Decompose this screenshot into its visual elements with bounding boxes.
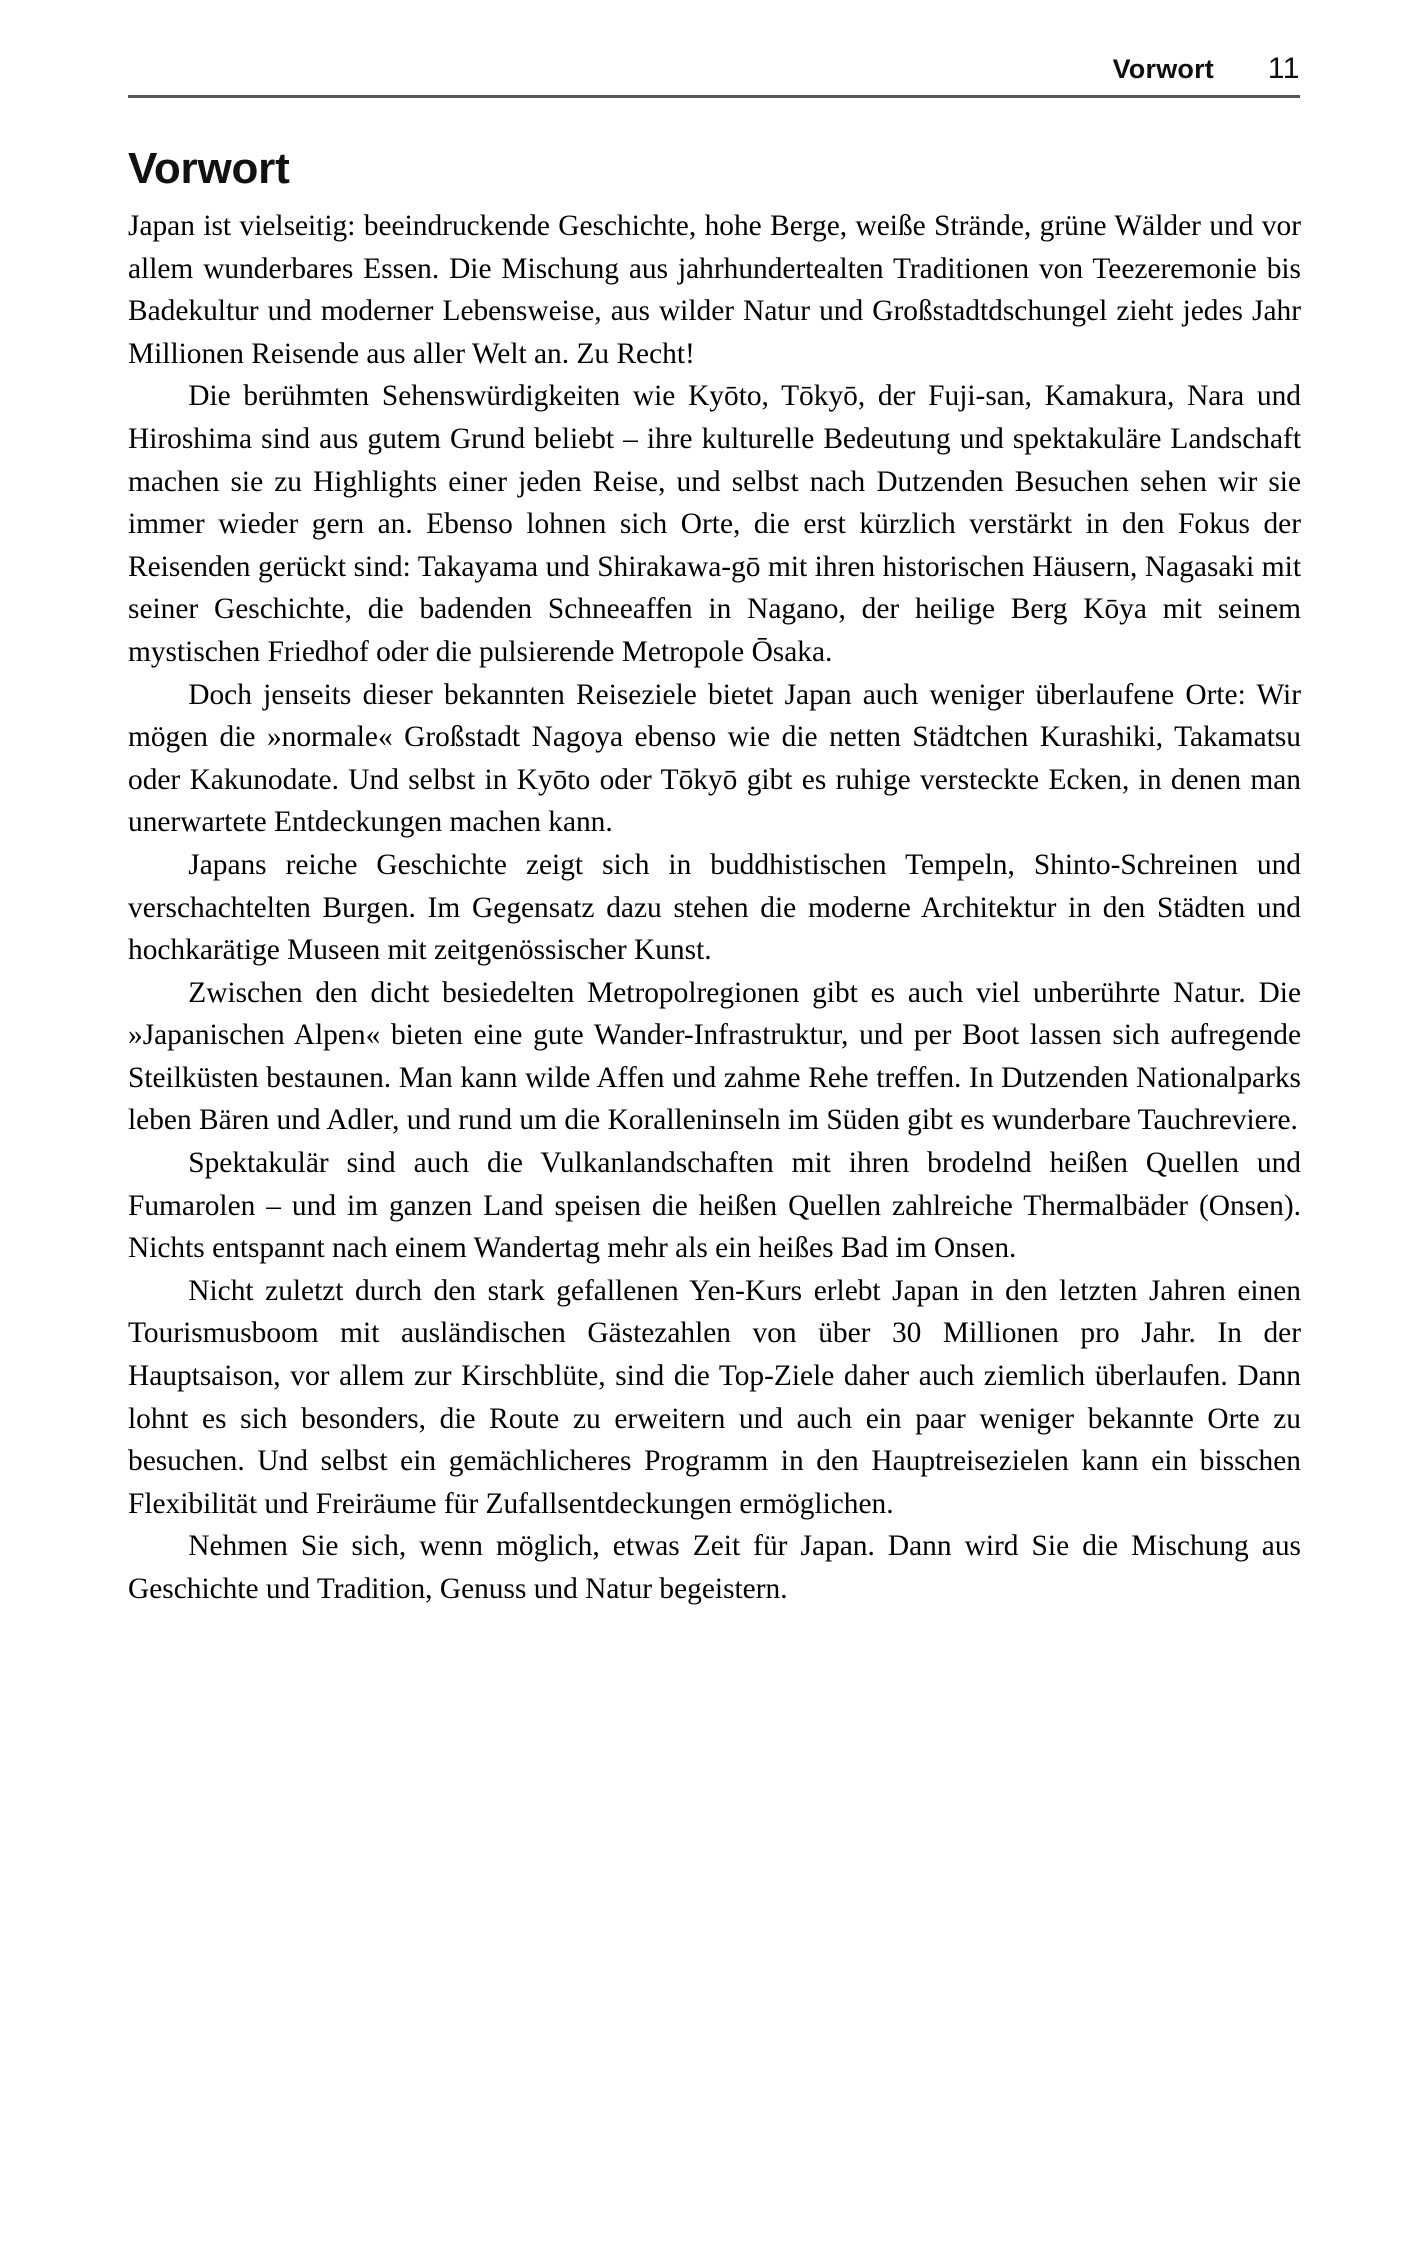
paragraph: Nehmen Sie sich, wenn möglich, etwas Zeit für Japan. Dann wird Sie die Mischung aus Geschichte und Tradition, Genuss und Natur begeistern. — [128, 1530, 1301, 1605]
header-divider — [128, 95, 1300, 98]
paragraph: Nicht zuletzt durch den stark gefallenen Yen-Kurs erlebt Japan in den letzten Jahren einen Tourismusboom mit ausländischen Gästezahlen von über 30 Millionen pro Jahr. In der Hauptsaison, vor allem zur Kirschblüte, sind die Top-Ziele daher auch ziemlich überlaufen. Dann lohnt es sich besonders, die Route zu erweitern und auch ein paar weniger bekannte Orte zu besuchen. Und selbst ein gemächlicheres Programm in den Hauptreisezielen kann ein bisschen Flexibilität und Freiräume für Zufallsentdeckungen ermöglichen. — [128, 1274, 1301, 1520]
page-title: Vorwort — [128, 144, 290, 194]
paragraph: Die berühmten Sehenswürdigkeiten wie Kyōto, Tōkyō, der Fuji-san, Kamakura, Nara und Hiroshima sind aus gutem Grund beliebt – ihre kulturelle Bedeutung und spektakuläre Landschaft machen sie zu Highlights einer jeden Reise, und selbst nach Dutzenden Besuchen sehen wir sie immer wieder gern an. Ebenso lohnen sich Orte, die erst kürzlich verstärkt in den Fokus der Reisenden gerückt sind: Takayama und Shirakawa-gō mit ihren historischen Häusern, Nagasaki mit seiner Geschichte, die badenden Schneeaffen in Nagano, der heilige Berg Kōya mit seinem mystischen Friedhof oder die pulsierende Metropole Ōsaka. — [128, 380, 1301, 668]
paragraph: Japan ist vielseitig: beeindruckende Geschichte, hohe Berge, weiße Strände, grüne Wälder und vor allem wunderbares Essen. Die Mischung aus jahrhundertealten Traditionen von Teezeremonie bis Badekultur und moderner Lebensweise, aus wilder Natur und Großstadtdschungel zieht jedes Jahr Millionen Reisende aus aller Welt an. Zu Recht! — [128, 210, 1301, 370]
page-number: 11 — [1267, 52, 1300, 85]
running-head — [128, 52, 1300, 86]
paragraph: Spektakulär sind auch die Vulkanlandschaften mit ihren brodelnd heißen Quellen und Fumarolen – und im ganzen Land speisen die heißen Quellen zahlreiche Thermalbäder (Onsen). Nichts entspannt nach einem Wandertag mehr als ein heißes Bad im Onsen. — [128, 1147, 1301, 1265]
paragraph: Zwischen den dicht besiedelten Metropolregionen gibt es auch viel unberührte Natur. Die »Japanischen Alpen« bieten eine gute Wander-Infrastruktur, und per Boot lassen sich aufregende Steilküsten bestaunen. Man kann wilde Affen und zahme Rehe treffen. In Dutzenden Nationalparks leben Bären und Adler, und rund um die Koralleninseln im Süden gibt es wunderbare Tauchreviere. — [128, 976, 1301, 1137]
paragraph: Japans reiche Geschichte zeigt sich in buddhistischen Tempeln, Shinto-Schreinen und verschachtelten Burgen. Im Gegensatz dazu stehen die moderne Architektur in den Städten und hochkarätige Museen mit zeitgenössischer Kunst. — [128, 848, 1301, 967]
paragraph: Doch jenseits dieser bekannten Reiseziele bietet Japan auch weniger überlaufene Orte: Wir mögen die »normale« Großstadt Nagoya ebenso wie die netten Städtchen Kurashiki, Takamatsu oder Kakunodate. Und selbst in Kyōto oder Tōkyō gibt es ruhige versteckte Ecken, in denen man unerwartete Entdeckungen machen kann. — [128, 678, 1301, 839]
running-head-title: Vorwort — [1112, 54, 1214, 84]
body-text — [128, 205, 1301, 1611]
